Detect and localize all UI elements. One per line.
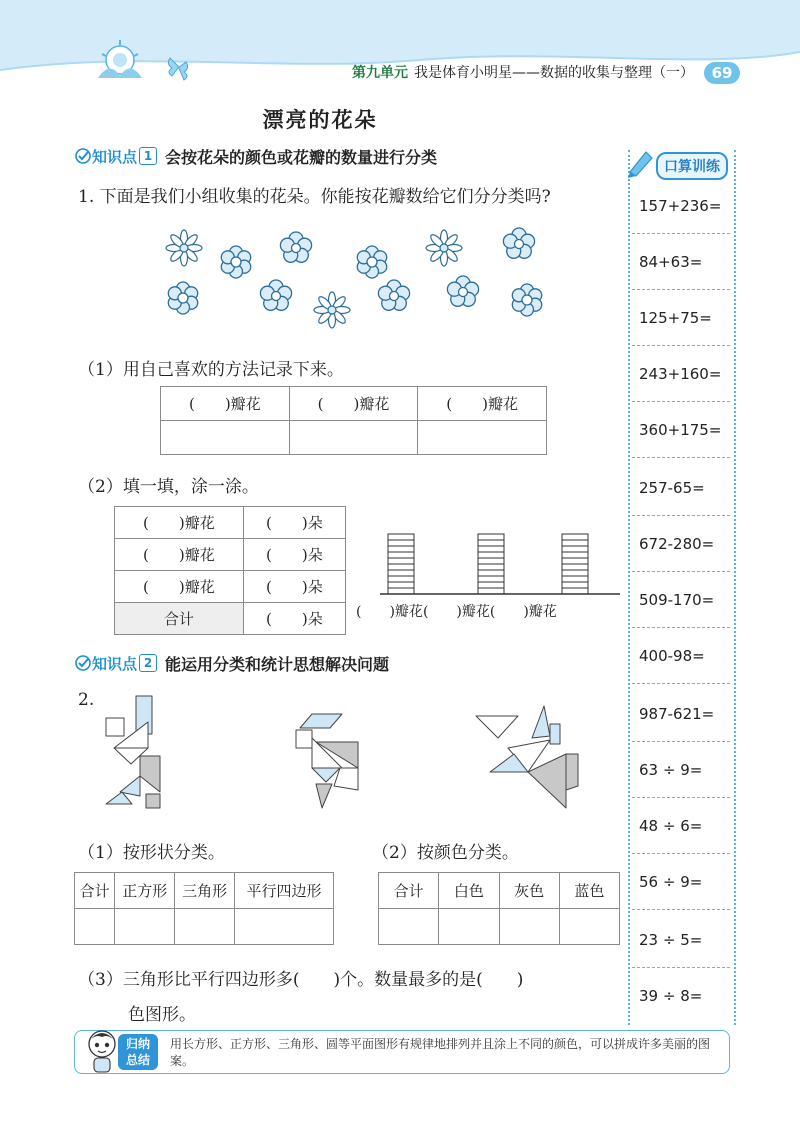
record-cell[interactable] bbox=[289, 421, 418, 455]
color-header-blue: 蓝色 bbox=[559, 873, 619, 909]
tangram-squirrel bbox=[294, 712, 360, 812]
bar-chart-grid bbox=[380, 520, 620, 596]
question-2-sub2: （2）按颜色分类。 bbox=[372, 843, 519, 863]
sidebar-title: 口算训练 bbox=[656, 152, 728, 180]
color-header-gray: 灰色 bbox=[499, 873, 559, 909]
shape-cell[interactable] bbox=[115, 909, 175, 945]
calc-item: 63 ÷ 9= bbox=[632, 742, 730, 798]
flower-5-petal bbox=[260, 280, 291, 310]
summary-label-line2: 总结 bbox=[125, 1053, 150, 1067]
record-cell[interactable] bbox=[418, 421, 547, 455]
question-1-sub1: （1）用自己喜欢的方法记录下来。 bbox=[78, 360, 344, 380]
summary-text: 用长方形、正方形、三角形、圆等平面图形有规律地排列并且涂上不同的颜色，可以拼成许多美丽的图案。 bbox=[170, 1037, 711, 1068]
shape-header-total: 合计 bbox=[75, 873, 115, 909]
shape-header-square: 正方形 bbox=[115, 873, 175, 909]
calc-item: 125+75= bbox=[632, 290, 730, 346]
bar-label-1: ( )瓣花 bbox=[356, 604, 423, 620]
question-2-sub3-line1: （3）三角形比平行四边形多( )个。数量最多的是( ) bbox=[78, 970, 524, 990]
record-header-2: ( )瓣花 bbox=[289, 387, 418, 421]
count-cell[interactable]: ( )朵 bbox=[243, 539, 345, 571]
knowledge-point-1 bbox=[74, 145, 437, 167]
count-cell[interactable]: ( )朵 bbox=[243, 571, 345, 603]
calc-item: 987-621= bbox=[632, 686, 730, 742]
shape-table bbox=[74, 872, 334, 945]
target-icon bbox=[74, 654, 92, 672]
flower-6-petal bbox=[357, 246, 386, 278]
flower-5-petal bbox=[280, 232, 311, 262]
calc-item: 509-170= bbox=[632, 572, 730, 628]
color-header-total: 合计 bbox=[379, 873, 439, 909]
calc-item: 39 ÷ 8= bbox=[639, 987, 703, 1005]
color-cell[interactable] bbox=[379, 909, 439, 945]
flower-6-petal bbox=[512, 284, 541, 316]
question-2-sub1: （1）按形状分类。 bbox=[78, 843, 225, 863]
pencil-icon bbox=[626, 148, 656, 178]
summary-label bbox=[118, 1034, 158, 1070]
shape-cell[interactable] bbox=[75, 909, 115, 945]
petal-cell[interactable]: ( )瓣花 bbox=[115, 507, 244, 539]
question-2-sub3-line2: 色图形。 bbox=[128, 1005, 196, 1025]
knowledge-point-2 bbox=[74, 652, 389, 674]
petal-cell[interactable]: ( )瓣花 bbox=[115, 539, 244, 571]
calc-item: 672-280= bbox=[632, 516, 730, 572]
unit-label: 第九单元 bbox=[352, 65, 408, 81]
calc-item: 23 ÷ 5= bbox=[632, 912, 730, 968]
knowledge-desc: 能运用分类和统计思想解决问题 bbox=[165, 654, 390, 674]
flower-6-petal bbox=[168, 282, 197, 314]
calc-item: 84+63= bbox=[632, 234, 730, 290]
calc-item: 48 ÷ 6= bbox=[632, 798, 730, 854]
bar-labels bbox=[356, 601, 557, 621]
flower-illustration bbox=[150, 222, 570, 334]
flower-6-petal bbox=[221, 246, 250, 278]
question-1-text: 1. 下面是我们小组收集的花朵。你能按花瓣数给它们分分类吗? bbox=[78, 187, 551, 207]
record-table bbox=[160, 386, 547, 455]
bar-label-2: ( )瓣花 bbox=[422, 604, 490, 620]
record-cell[interactable] bbox=[161, 421, 290, 455]
header-title bbox=[352, 62, 694, 82]
target-icon bbox=[74, 147, 92, 165]
flower-8-petal bbox=[426, 230, 462, 266]
color-cell[interactable] bbox=[499, 909, 559, 945]
calc-item: 400-98= bbox=[632, 628, 730, 684]
total-count-cell[interactable]: ( )朵 bbox=[243, 603, 345, 635]
page-number: 69 bbox=[704, 62, 740, 84]
knowledge-badge: 知识点 1 bbox=[74, 146, 157, 167]
knowledge-badge: 知识点 2 bbox=[74, 653, 157, 674]
total-label: 合计 bbox=[115, 603, 244, 635]
bar-label-3: ( )瓣花 bbox=[489, 604, 557, 620]
cartoon-student-icon bbox=[86, 1028, 118, 1074]
knowledge-desc: 会按花朵的颜色或花瓣的数量进行分类 bbox=[165, 147, 438, 167]
calc-item: 56 ÷ 9= bbox=[632, 854, 730, 910]
shape-header-triangle: 三角形 bbox=[175, 873, 235, 909]
flower-8-petal bbox=[314, 292, 350, 328]
color-cell[interactable] bbox=[559, 909, 619, 945]
record-header-1: ( )瓣花 bbox=[161, 387, 290, 421]
unit-subtitle: 我是体育小明星——数据的收集与整理（一） bbox=[414, 65, 694, 81]
calc-item: 157+236= bbox=[632, 178, 730, 234]
shape-header-parallelogram: 平行四边形 bbox=[235, 873, 334, 909]
shape-cell[interactable] bbox=[175, 909, 235, 945]
calc-item: 243+160= bbox=[632, 346, 730, 402]
bar-column-1 bbox=[388, 534, 414, 594]
page-title: 漂亮的花朵 bbox=[262, 108, 378, 132]
petal-cell[interactable]: ( )瓣花 bbox=[115, 571, 244, 603]
summary-label-line1: 归纳 bbox=[125, 1037, 150, 1051]
flower-5-petal bbox=[378, 280, 409, 310]
bar-column-3 bbox=[562, 534, 588, 594]
tangram-bird bbox=[474, 704, 582, 814]
sidebar-header bbox=[626, 148, 738, 180]
question-2-number: 2. bbox=[78, 690, 95, 710]
calc-item: 360+175= bbox=[632, 402, 730, 458]
question-1-sub2: （2）填一填，涂一涂。 bbox=[78, 477, 259, 497]
tangram-rabbit bbox=[100, 694, 182, 814]
bar-column-2 bbox=[478, 534, 504, 594]
color-table bbox=[378, 872, 620, 945]
flower-5-petal bbox=[503, 228, 534, 258]
record-header-3: ( )瓣花 bbox=[418, 387, 547, 421]
color-header-white: 白色 bbox=[439, 873, 499, 909]
shape-cell[interactable] bbox=[235, 909, 334, 945]
color-cell[interactable] bbox=[439, 909, 499, 945]
calc-item: 257-65= bbox=[632, 460, 730, 516]
flower-5-petal bbox=[447, 276, 478, 306]
count-table bbox=[114, 506, 346, 635]
flower-8-petal bbox=[166, 230, 202, 266]
count-cell[interactable]: ( )朵 bbox=[243, 507, 345, 539]
